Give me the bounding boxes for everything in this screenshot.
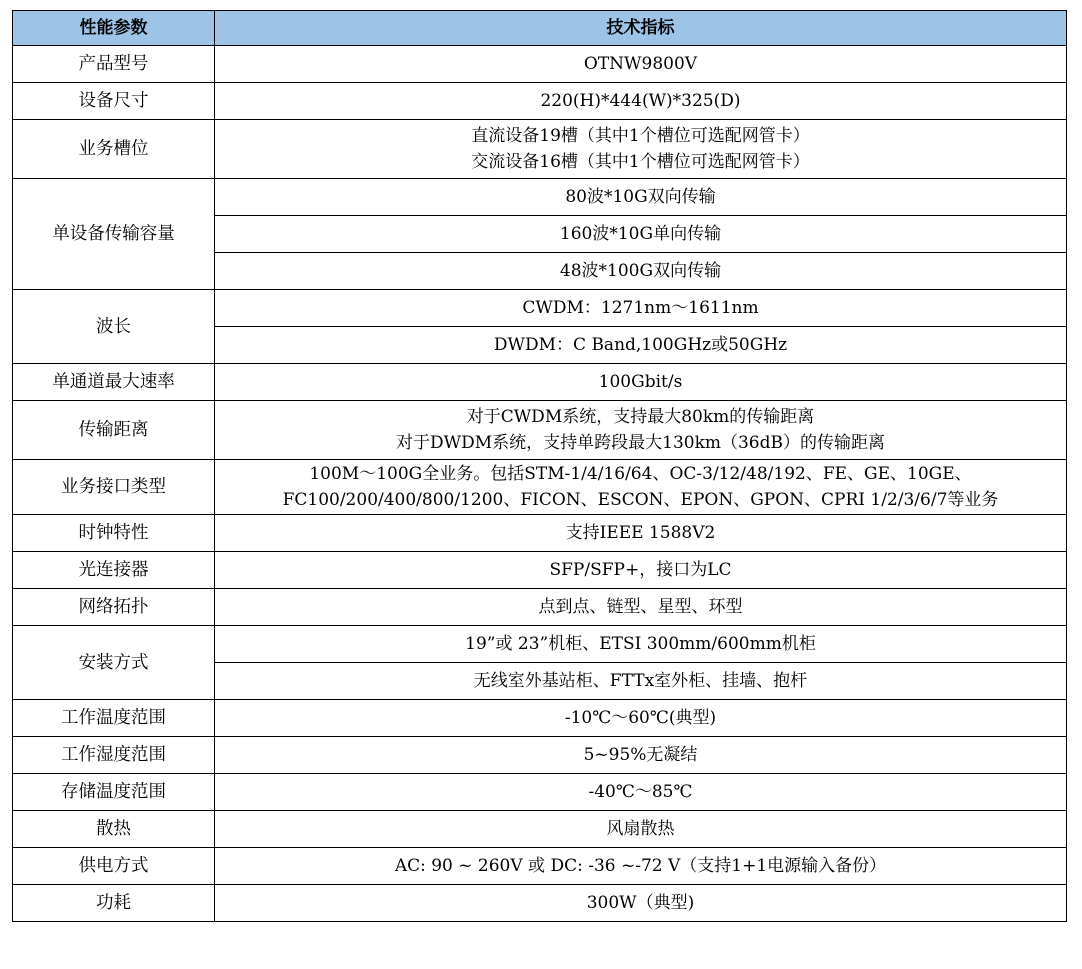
row-value: SFP/SFP+，接口为LC — [215, 552, 1067, 589]
row-label: 单通道最大速率 — [13, 364, 215, 401]
table-row — [13, 460, 1067, 515]
row-value: 80波*10G双向传输 — [215, 179, 1067, 216]
row-label: 存储温度范围 — [13, 774, 215, 811]
row-value: OTNW9800V — [215, 46, 1067, 83]
row-label: 工作湿度范围 — [13, 737, 215, 774]
table-header-row — [13, 11, 1067, 46]
row-label: 工作温度范围 — [13, 700, 215, 737]
table-row — [13, 848, 1067, 885]
table-row — [13, 811, 1067, 848]
value-line: FC100/200/400/800/1200、FICON、ESCON、EPON、GPON、CPRI 1/2/3/6/7等业务 — [282, 490, 999, 510]
row-value — [215, 401, 1067, 460]
header-param: 性能参数 — [13, 11, 215, 46]
table-row — [13, 700, 1067, 737]
row-value — [215, 120, 1067, 179]
value-line: 对于DWDM系统，支持单跨段最大130km（36dB）的传输距离 — [395, 433, 885, 453]
row-label: 供电方式 — [13, 848, 215, 885]
row-value: 点到点、链型、星型、环型 — [215, 589, 1067, 626]
table-row — [13, 120, 1067, 179]
row-value: 48波*100G双向传输 — [215, 253, 1067, 290]
row-label: 网络拓扑 — [13, 589, 215, 626]
row-label: 传输距离 — [13, 401, 215, 460]
row-value: CWDM：1271nm～1611nm — [215, 290, 1067, 327]
table-row — [13, 179, 1067, 216]
row-value: 300W（典型) — [215, 885, 1067, 922]
row-label: 散热 — [13, 811, 215, 848]
row-value: 支持IEEE 1588V2 — [215, 515, 1067, 552]
table-row — [13, 515, 1067, 552]
value-line: 交流设备16槽（其中1个槽位可选配网管卡） — [471, 152, 810, 172]
value-line: 对于CWDM系统，支持最大80km的传输距离 — [466, 407, 815, 427]
row-value: 5~95%无凝结 — [215, 737, 1067, 774]
row-value: 100Gbit/s — [215, 364, 1067, 401]
row-value: -40℃～85℃ — [215, 774, 1067, 811]
row-label: 单设备传输容量 — [13, 179, 215, 290]
value-line: 100M～100G全业务。包括STM-1/4/16/64、OC-3/12/48/192、FE、GE、10GE、 — [309, 464, 972, 484]
row-label: 光连接器 — [13, 552, 215, 589]
row-value: 无线室外基站柜、FTTx室外柜、挂墙、抱杆 — [215, 663, 1067, 700]
table-row — [13, 290, 1067, 327]
row-value: 220(H)*444(W)*325(D) — [215, 83, 1067, 120]
table-row — [13, 552, 1067, 589]
spec-table — [12, 10, 1067, 922]
row-value: 160波*10G单向传输 — [215, 216, 1067, 253]
table-row — [13, 737, 1067, 774]
value-line: 直流设备19槽（其中1个槽位可选配网管卡） — [471, 126, 810, 146]
table-row — [13, 401, 1067, 460]
row-value: AC: 90 ~ 260V 或 DC: -36 ~-72 V（支持1+1电源输入备份） — [215, 848, 1067, 885]
row-label: 产品型号 — [13, 46, 215, 83]
row-label: 安装方式 — [13, 626, 215, 700]
table-row — [13, 364, 1067, 401]
row-value: DWDM：C Band,100GHz或50GHz — [215, 327, 1067, 364]
row-label: 时钟特性 — [13, 515, 215, 552]
table-row — [13, 626, 1067, 663]
row-label: 设备尺寸 — [13, 83, 215, 120]
row-value — [215, 460, 1067, 515]
row-value: -10℃～60℃(典型) — [215, 700, 1067, 737]
table-row — [13, 46, 1067, 83]
table-row — [13, 83, 1067, 120]
table-row — [13, 774, 1067, 811]
row-label: 业务槽位 — [13, 120, 215, 179]
table-row — [13, 589, 1067, 626]
header-spec: 技术指标 — [215, 11, 1067, 46]
row-value: 19”或 23”机柜、ETSI 300mm/600mm机柜 — [215, 626, 1067, 663]
row-value: 风扇散热 — [215, 811, 1067, 848]
row-label: 波长 — [13, 290, 215, 364]
row-label: 功耗 — [13, 885, 215, 922]
row-label: 业务接口类型 — [13, 460, 215, 515]
table-row — [13, 885, 1067, 922]
